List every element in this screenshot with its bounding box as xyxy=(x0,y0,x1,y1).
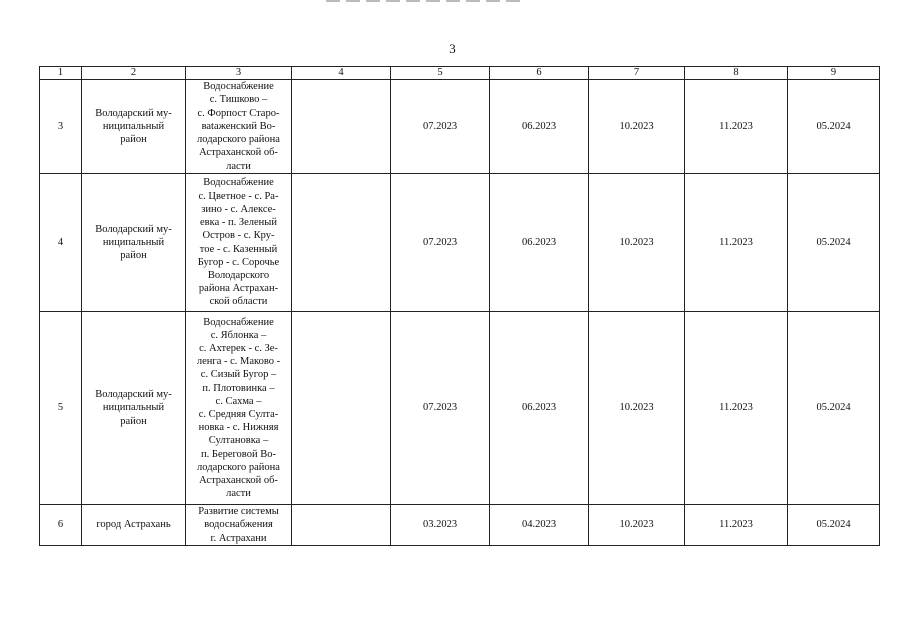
table-row xyxy=(40,505,880,546)
header-cell: 5 xyxy=(391,67,490,80)
date-cell-col8: 11.2023 xyxy=(685,505,788,546)
date-cell-col8: 11.2023 xyxy=(685,312,788,505)
table-row xyxy=(40,80,880,174)
col4-cell xyxy=(292,174,391,312)
date-cell-col7: 10.2023 xyxy=(589,505,685,546)
date-cell-col5: 03.2023 xyxy=(391,505,490,546)
schedule-table xyxy=(39,66,880,546)
table-row xyxy=(40,174,880,312)
project-name-cell: Водоснабжение с. Цветное - с. Ра- зино - с. Алексе- евка - п. Зеленый Остров - с. Кру- тое - с. Казенный Бугор - с. Сорочье Володарского района Астрахан- ской области xyxy=(186,174,292,312)
district-cell: город Астрахань xyxy=(82,505,186,546)
date-cell-col5: 07.2023 xyxy=(391,312,490,505)
date-cell-col5: 07.2023 xyxy=(391,80,490,174)
date-cell-col5: 07.2023 xyxy=(391,174,490,312)
date-cell-col9: 05.2024 xyxy=(788,505,880,546)
page-number: 3 xyxy=(449,41,456,56)
scan-artifact-line xyxy=(326,0,526,2)
district-cell: Володарский му- ниципальный район xyxy=(82,312,186,505)
district-cell: Володарский му- ниципальный район xyxy=(82,174,186,312)
date-cell-col8: 11.2023 xyxy=(685,80,788,174)
row-number: 3 xyxy=(40,80,82,174)
date-cell-col8: 11.2023 xyxy=(685,174,788,312)
date-cell-col9: 05.2024 xyxy=(788,174,880,312)
header-cell: 1 xyxy=(40,67,82,80)
header-cell: 9 xyxy=(788,67,880,80)
header-cell: 7 xyxy=(589,67,685,80)
project-name-cell: Водоснабжение с. Тишково – с. Форпост Старо- ваtаженский Во- лодарского района Астраханской об- ласти xyxy=(186,80,292,174)
date-cell-col7: 10.2023 xyxy=(589,312,685,505)
project-name-cell: Развитие системы водоснабжения г. Астрахани xyxy=(186,505,292,546)
table-header-row xyxy=(40,67,880,80)
header-cell: 2 xyxy=(82,67,186,80)
date-cell-col6: 06.2023 xyxy=(490,174,589,312)
date-cell-col6: 04.2023 xyxy=(490,505,589,546)
col4-cell xyxy=(292,80,391,174)
date-cell-col6: 06.2023 xyxy=(490,80,589,174)
project-name-cell: Водоснабжение с. Яблонка – с. Ахтерек - с. Зе- ленга - с. Маково - с. Сизый Бугор – п. Плотовинка – с. Сахма – с. Средняя Султа- новка - с. Нижняя Султановка – п. Береговой Во- лодарского района Астраханской об- ласти xyxy=(186,312,292,505)
header-cell: 3 xyxy=(186,67,292,80)
date-cell-col7: 10.2023 xyxy=(589,80,685,174)
row-number: 6 xyxy=(40,505,82,546)
date-cell-col9: 05.2024 xyxy=(788,312,880,505)
header-cell: 6 xyxy=(490,67,589,80)
row-number: 5 xyxy=(40,312,82,505)
col4-cell xyxy=(292,505,391,546)
header-cell: 8 xyxy=(685,67,788,80)
row-number: 4 xyxy=(40,174,82,312)
date-cell-col9: 05.2024 xyxy=(788,80,880,174)
table-row xyxy=(40,312,880,505)
date-cell-col7: 10.2023 xyxy=(589,174,685,312)
date-cell-col6: 06.2023 xyxy=(490,312,589,505)
col4-cell xyxy=(292,312,391,505)
district-cell: Володарский му- ниципальный район xyxy=(82,80,186,174)
header-cell: 4 xyxy=(292,67,391,80)
